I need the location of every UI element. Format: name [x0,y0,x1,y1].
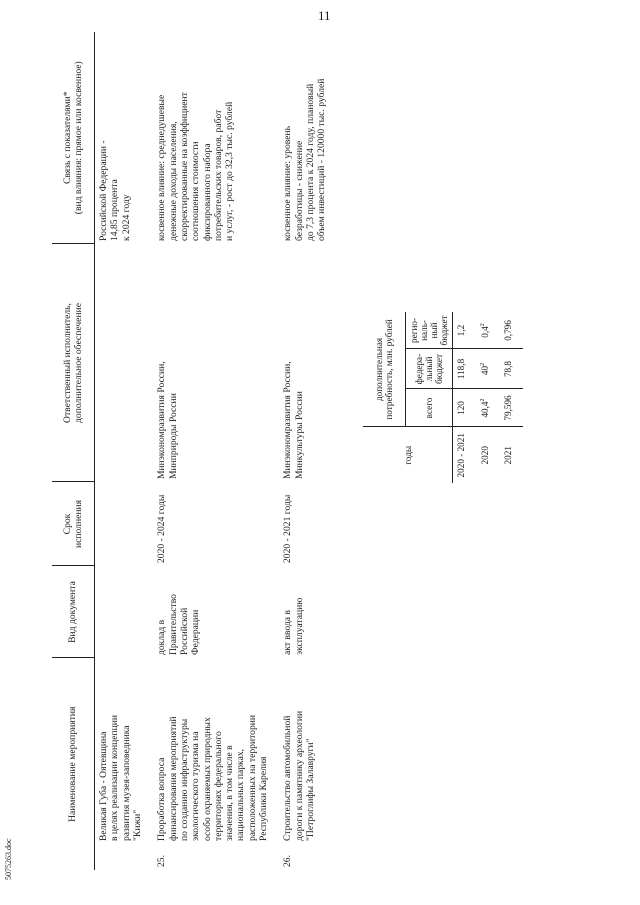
row-number: 25. [156,855,168,867]
header-link: Связь с показателями* (вид влияния: прямое или косвенное) [52,32,95,244]
financing-federal: $40^2$ [477,349,500,389]
row-responsible: Минэкономразвития России, Минкультуры России [282,361,305,479]
landscape-sheet [52,32,600,870]
row-link: косвенное влияние: уровень безработицы - снижение до 7,3 процента к 2024 году, плановый объем инвестиций - 120000 тыс. рублей [282,78,328,241]
financing-federal: 118,8 [453,349,477,389]
financing-regional: 0,796 [500,312,523,349]
row-name: Великая Губа - Оятевщина в целях реализации концепции развития музея-заповедника "Кижи" [98,714,143,841]
financing-regional: $0,4^2$ [477,312,500,349]
row-term: 2020 - 2021 годы [282,494,294,563]
row-responsible-cell [279,244,532,482]
row-number [95,844,154,870]
header-term: Срок исполнения [52,482,95,566]
financing-federal: 78,8 [500,349,523,389]
row-name: Строительство автомобильной дороги к памятнику археологии "Петроглифы Залавруги" [282,710,316,841]
measures-table [52,32,533,870]
table-row [95,32,154,870]
financing-header-row [363,312,406,483]
row-term: 2020 - 2024 годы [156,494,168,563]
row-term [95,482,154,566]
financing-regional: 1,2 [453,312,477,349]
financing-years: 2021 [500,427,523,483]
financing-header-need: дополнительная потребность, млн. рублей [363,312,406,427]
financing-total: 120 [453,389,477,427]
financing-header-regional: регио- наль- ный бюджет [406,312,453,349]
table-header-row [52,32,95,870]
document-filename: 5075263.doc [4,838,13,880]
financing-years: 2020 [477,427,500,483]
financing-header-years: годы [363,427,453,483]
header-responsible: Ответственный исполнитель, дополнительное обеспечение [52,244,95,482]
row-link: Российской Федерации - 14,85 процента к 2024 году [98,140,132,241]
financing-header-total: всего [406,389,453,427]
financing-row [477,312,500,483]
financing-row [453,312,477,483]
row-doc-type: акт ввода в эксплуатацию [282,597,305,655]
row-responsible: Минэкономразвития России, Минприроды России [156,361,179,479]
table-row [279,32,532,870]
row-number: 26. [282,855,294,867]
row-doc-type: доклад в Правительство Российской Федерации [156,594,202,655]
row-name: Проработка вопроса финансирования мероприятий по созданию инфраструктуры экологического туризма на особо охраняемых природных территориях федерального значения, в том числе в национальных парках, расположенных на территории Республики Карелия [156,714,270,841]
page-number: 11 [318,8,331,23]
financing-total: 79,596 [500,389,523,427]
financing-total: 40,4$^2$ [477,389,500,427]
header-name: Наименование мероприятия [52,658,95,870]
row-link: косвенное влияние: среднедушевые денежные доходы населения, скорректированные на коэффициент соотношения стоимости фиксированного набора потребительских товаров, работ и услуг, - рост до 32,3 тыс. рублей [156,92,236,241]
row-doc-type [95,566,154,658]
row-responsible [95,244,154,482]
table-row [153,32,279,870]
header-doc-type: Вид документа [52,566,95,658]
financing-row [500,312,523,483]
financing-years: 2020 - 2021 [453,427,477,483]
financing-header-federal: федера- льный бюджет [406,349,453,389]
financing-table [363,312,523,483]
